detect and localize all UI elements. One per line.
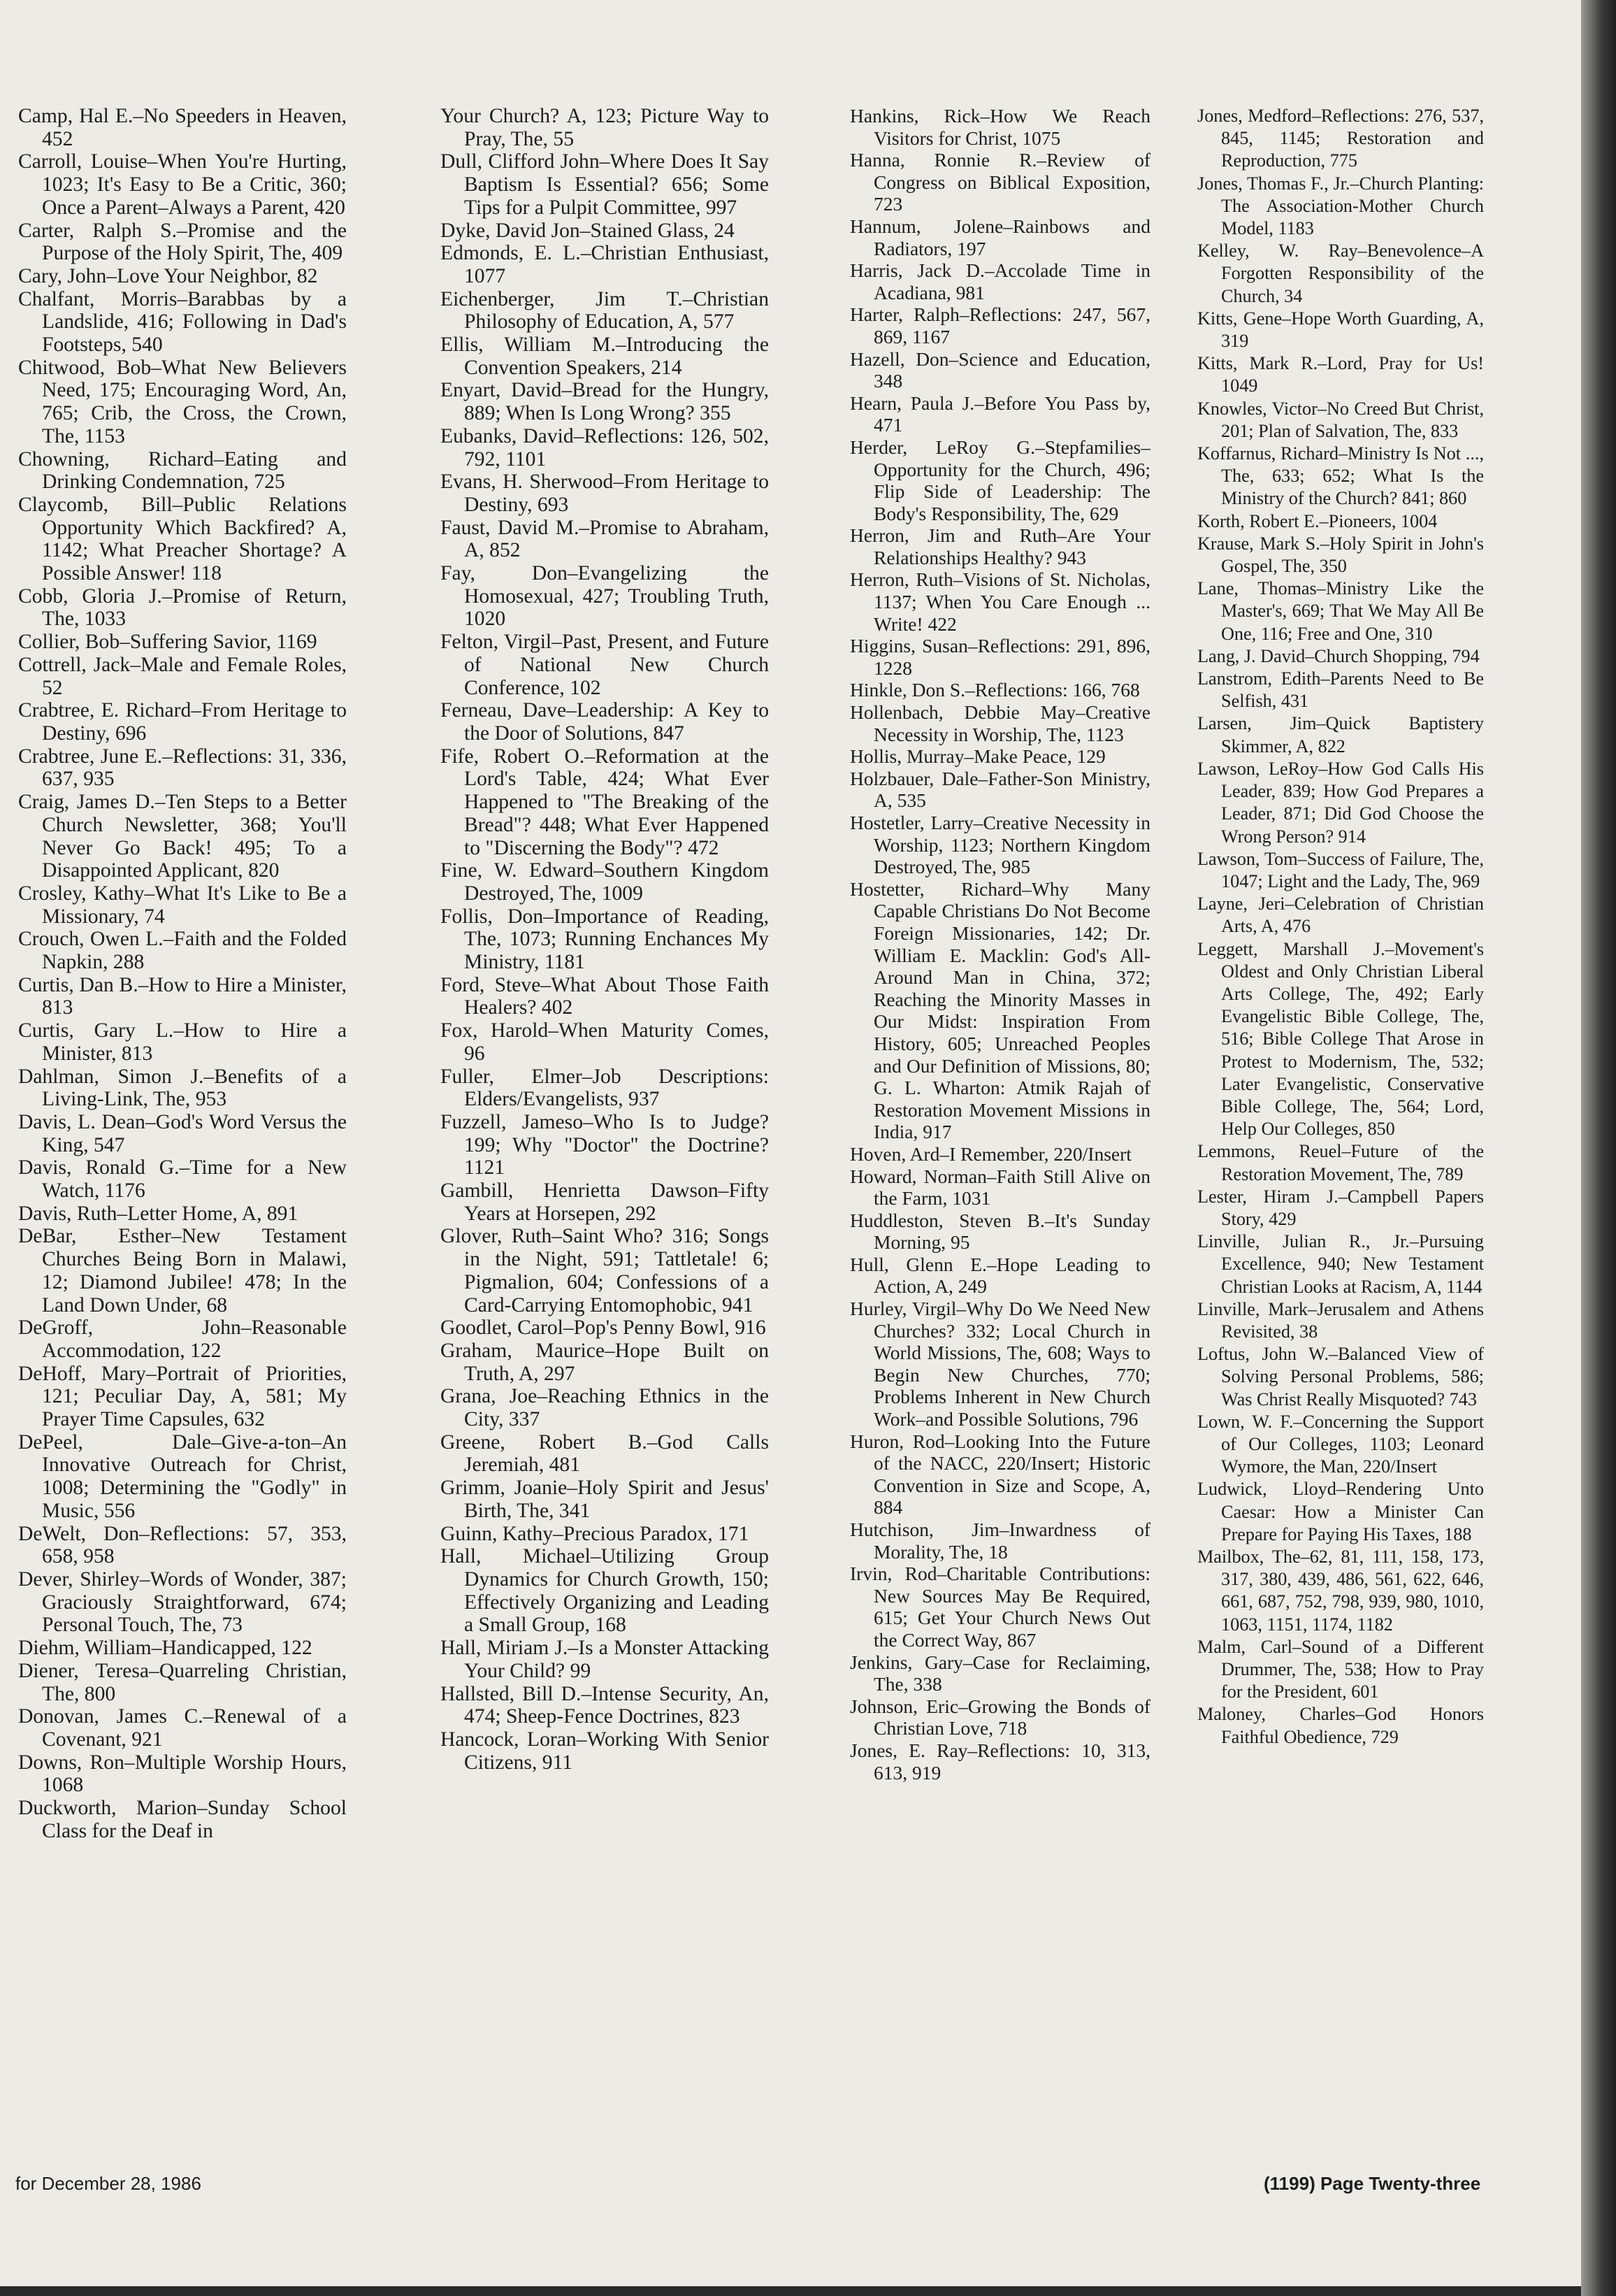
index-entry: Crouch, Owen L.–Faith and the Folded Napkin, 288	[18, 928, 347, 974]
footer-page-number: (1199) Page Twenty-three	[1264, 2173, 1481, 2194]
index-entry: Huddleston, Steven B.–It's Sunday Morning, 95	[850, 1209, 1150, 1254]
index-entry: Krause, Mark S.–Holy Spirit in John's Gospel, The, 350	[1197, 533, 1484, 577]
index-entry: Layne, Jeri–Celebration of Christian Arts, A, 476	[1197, 894, 1484, 937]
index-entry: Dahlman, Simon J.–Benefits of a Living-Link, The, 953	[18, 1065, 347, 1111]
index-entry: Diener, Teresa–Quarreling Christian, The, 800	[18, 1659, 347, 1705]
index-entry: Craig, James D.–Ten Steps to a Better Church Newsletter, 368; You'll Never Go Back! 495; To a Disappointed Applicant, 820	[18, 791, 347, 882]
index-entry: Fox, Harold–When Maturity Comes, 96	[440, 1019, 769, 1065]
index-entry: Hallsted, Bill D.–Intense Security, An, 474; Sheep-Fence Doctrines, 823	[440, 1682, 769, 1728]
index-entry: Collier, Bob–Suffering Savior, 1169	[18, 631, 317, 654]
index-entry: Leggett, Marshall J.–Movement's Oldest and Only Christian Liberal Arts College, The, 492; Early Evangelistic Bible College, The, 516; Bible College That Arose in Protest to Modernism, The, 532; Later Evangelistic, Conservative Bible College, The, 564; Lord, Help Our Colleges, 850	[1197, 938, 1484, 1140]
index-entry: Jenkins, Gary–Case for Reclaiming, The, 338	[850, 1651, 1150, 1695]
index-entry: Davis, L. Dean–God's Word Versus the King, 547	[18, 1110, 347, 1156]
index-entry: Eichenberger, Jim T.–Christian Philosophy of Education, A, 577	[440, 287, 769, 333]
index-entry: Hoven, Ard–I Remember, 220/Insert	[850, 1142, 1132, 1165]
index-entry: Guinn, Kathy–Precious Paradox, 171	[440, 1522, 749, 1545]
index-entry: Hostetler, Larry–Creative Necessity in Worship, 1123; Northern Kingdom Destroyed, The, 985	[850, 812, 1150, 878]
index-entry: Hutchison, Jim–Inwardness of Morality, The, 18	[850, 1519, 1150, 1563]
index-entry: Evans, H. Sherwood–From Heritage to Destiny, 693	[440, 471, 769, 516]
index-entry: Hearn, Paula J.–Before You Pass by, 471	[850, 392, 1150, 436]
index-entry: Harris, Jack D.–Accolade Time in Acadiana, 981	[850, 259, 1150, 303]
index-entry: Dyke, David Jon–Stained Glass, 24	[440, 219, 735, 242]
index-entry: Kitts, Mark R.–Lord, Pray for Us! 1049	[1197, 353, 1484, 396]
index-entry: Hollenbach, Debbie May–Creative Necessity in Worship, The, 1123	[850, 701, 1150, 745]
index-entry: Grana, Joe–Reaching Ethnics in the City, 337	[440, 1385, 769, 1431]
index-entry: Chitwood, Bob–What New Believers Need, 175; Encouraging Word, An, 765; Crib, the Cross, the Crown, The, 1153	[18, 356, 347, 447]
index-entry: Kitts, Gene–Hope Worth Guarding, A, 319	[1197, 308, 1484, 352]
index-entry: Herron, Jim and Ruth–Are Your Relationships Healthy? 943	[850, 524, 1150, 568]
index-entry: Lane, Thomas–Ministry Like the Master's, 669; That We May All Be One, 116; Free and One, 310	[1197, 578, 1484, 644]
index-entry: Chalfant, Morris–Barabbas by a Landslide, 416; Following in Dad's Footsteps, 540	[18, 287, 347, 357]
index-entry: Ludwick, Lloyd–Rendering Unto Caesar: How a Minister Can Prepare for Paying His Taxes, 188	[1197, 1479, 1484, 1544]
index-entry: Cary, John–Love Your Neighbor, 82	[18, 264, 318, 287]
index-entry: Carroll, Louise–When You're Hurting, 1023; It's Easy to Be a Critic, 360; Once a Parent–Always a Parent, 420	[18, 150, 347, 219]
index-entry: Lang, J. David–Church Shopping, 794	[1197, 645, 1480, 666]
index-column-4	[1197, 105, 1484, 1749]
index-entry: Grimm, Joanie–Holy Spirit and Jesus' Birth, The, 341	[440, 1477, 769, 1522]
index-entry: Jones, Thomas F., Jr.–Church Planting: The Association-Mother Church Model, 1183	[1197, 173, 1484, 239]
index-entry: Fife, Robert O.–Reformation at the Lord's Table, 424; What Ever Happened to "The Breaking of the Bread"? 448; What Ever Happened to "Discerning the Body"? 472	[440, 745, 769, 859]
index-entry: Cottrell, Jack–Male and Female Roles, 52	[18, 653, 347, 699]
index-entry: Mailbox, The–62, 81, 111, 158, 173, 317, 380, 439, 486, 561, 622, 646, 661, 687, 752, 798, 939, 980, 1010, 1063, 1151, 1174, 1182	[1197, 1547, 1484, 1635]
index-column-1	[18, 105, 347, 1842]
index-entry: Harter, Ralph–Reflections: 247, 567, 869, 1167	[850, 303, 1150, 347]
index-entry: Goodlet, Carol–Pop's Penny Bowl, 916	[440, 1316, 766, 1340]
index-entry: Hurley, Virgil–Why Do We Need New Churches? 332; Local Church in World Missions, The, 608; Ways to Begin New Churches, 770; Problems Inherent in New Church Work–and Possible Solutions, 796	[850, 1298, 1150, 1430]
index-entry: Lown, W. F.–Concerning the Support of Our Colleges, 1103; Leonard Wymore, the Man, 220/Insert	[1197, 1411, 1484, 1477]
index-column-2	[440, 105, 769, 1774]
index-entry: Chowning, Richard–Eating and Drinking Condemnation, 725	[18, 447, 347, 494]
index-entry: Duckworth, Marion–Sunday School Class for the Deaf in	[18, 1797, 347, 1842]
index-entry: Herron, Ruth–Visions of St. Nicholas, 1137; When You Care Enough ... Write! 422	[850, 568, 1150, 635]
index-entry: Greene, Robert B.–God Calls Jeremiah, 481	[440, 1430, 769, 1477]
index-entry: Hancock, Loran–Working With Senior Citizens, 911	[440, 1728, 769, 1774]
index-entry: Ferneau, Dave–Leadership: A Key to the Door of Solutions, 847	[440, 699, 769, 745]
index-entry: Korth, Robert E.–Pioneers, 1004	[1197, 510, 1438, 531]
index-entry: Huron, Rod–Looking Into the Future of the NACC, 220/Insert; Historic Convention in Size and Scope, A, 884	[850, 1430, 1150, 1519]
index-entry: Faust, David M.–Promise to Abraham, A, 852	[440, 516, 769, 562]
index-entry: Downs, Ron–Multiple Worship Hours, 1068	[18, 1751, 347, 1797]
index-entry: Dull, Clifford John–Where Does It Say Baptism Is Essential? 656; Some Tips for a Pulpit Committee, 997	[440, 150, 769, 219]
index-entry: Herder, LeRoy G.–Stepfamilies–Opportunity for the Church, 496; Flip Side of Leadership: The Body's Responsibility, The, 629	[850, 436, 1150, 524]
index-entry: Hull, Glenn E.–Hope Leading to Action, A, 249	[850, 1253, 1150, 1298]
index-entry: Jones, E. Ray–Reflections: 10, 313, 613, 919	[850, 1739, 1150, 1784]
index-entry: Higgins, Susan–Reflections: 291, 896, 1228	[850, 635, 1150, 679]
index-entry: DeBar, Esther–New Testament Churches Being Born in Malawi, 12; Diamond Jubilee! 478; In the Land Down Under, 68	[18, 1225, 347, 1316]
index-entry: Hollis, Murray–Make Peace, 129	[850, 745, 1106, 768]
index-entry: Fuzzell, Jameso–Who Is to Judge? 199; Why "Doctor" the Doctrine? 1121	[440, 1110, 769, 1179]
index-entry: Knowles, Victor–No Creed But Christ, 201; Plan of Salvation, The, 833	[1197, 398, 1484, 441]
index-entry: Hall, Michael–Utilizing Group Dynamics for Church Growth, 150; Effectively Organizing and Leading a Small Group, 168	[440, 1545, 769, 1637]
index-entry: Irvin, Rod–Charitable Contributions: New Sources May Be Required, 615; Get Your Church News Out the Correct Way, 867	[850, 1563, 1150, 1651]
index-entry: Felton, Virgil–Past, Present, and Future of National New Church Conference, 102	[440, 631, 769, 699]
index-entry: Holzbauer, Dale–Father-Son Ministry, A, 535	[850, 767, 1150, 812]
index-entry: Donovan, James C.–Renewal of a Covenant, 921	[18, 1705, 347, 1751]
index-entry: Lawson, LeRoy–How God Calls His Leader, 839; How God Prepares a Leader, 871; Did God Choose the Wrong Person? 914	[1197, 758, 1484, 847]
index-entry: Edmonds, E. L.–Christian Enthusiast, 1077	[440, 242, 769, 287]
index-entry: Claycomb, Bill–Public Relations Opportunity Which Backfired? A, 1142; What Preacher Shortage? A Possible Answer! 118	[18, 493, 347, 585]
index-entry: Hostetter, Richard–Why Many Capable Christians Do Not Become Foreign Missionaries, 142; Dr. William E. Macklin: God's All-Around Man in China, 372; Reaching the Minority Masses in Our Midst: Inspiration From History, 605; Unreached Peoples and Our Definition of Missions, 80; G. L. Wharton: Atmik Rajah of Restoration Movement Missions in India, 917	[850, 877, 1150, 1143]
index-entry: Loftus, John W.–Balanced View of Solving Personal Problems, 586; Was Christ Really Misquoted? 743	[1197, 1344, 1484, 1409]
index-entry: DeHoff, Mary–Portrait of Priorities, 121; Peculiar Day, A, 581; My Prayer Time Capsules, 632	[18, 1362, 347, 1431]
index-entry: Ellis, William M.–Introducing the Convention Speakers, 214	[440, 333, 769, 379]
index-entry: Eubanks, David–Reflections: 126, 502, 792, 1101	[440, 424, 769, 471]
index-entry: Linville, Mark–Jerusalem and Athens Revisited, 38	[1197, 1298, 1484, 1342]
index-entry: Your Church? A, 123; Picture Way to Pray, The, 55	[440, 105, 769, 150]
index-entry: Johnson, Eric–Growing the Bonds of Christian Love, 718	[850, 1695, 1150, 1739]
index-entry: Ford, Steve–What About Those Faith Healers? 402	[440, 973, 769, 1019]
index-entry: DeGroff, John–Reasonable Accommodation, 122	[18, 1316, 347, 1362]
index-entry: Hazell, Don–Science and Education, 348	[850, 347, 1150, 392]
index-entry: Diehm, William–Handicapped, 122	[18, 1637, 312, 1660]
index-entry: DeWelt, Don–Reflections: 57, 353, 658, 958	[18, 1522, 347, 1568]
index-entry: Hanna, Ronnie R.–Review of Congress on Biblical Exposition, 723	[850, 149, 1150, 215]
index-entry: Lanstrom, Edith–Parents Need to Be Selfish, 431	[1197, 668, 1484, 712]
index-entry: Crosley, Kathy–What It's Like to Be a Missionary, 74	[18, 882, 347, 928]
index-entry: Howard, Norman–Faith Still Alive on the Farm, 1031	[850, 1165, 1150, 1210]
index-entry: Lawson, Tom–Success of Failure, The, 1047; Light and the Lady, The, 969	[1197, 848, 1484, 891]
index-entry: Linville, Julian R., Jr.–Pursuing Excellence, 940; New Testament Christian Looks at Racism, A, 1144	[1197, 1231, 1484, 1297]
index-entry: Gambill, Henrietta Dawson–Fifty Years at Horsepen, 292	[440, 1179, 769, 1225]
index-entry: Curtis, Dan B.–How to Hire a Minister, 813	[18, 973, 347, 1019]
index-column-3	[850, 105, 1150, 1784]
index-entry: Lester, Hiram J.–Campbell Papers Story, 429	[1197, 1186, 1484, 1229]
index-entry: Fay, Don–Evangelizing the Homosexual, 427; Troubling Truth, 1020	[440, 562, 769, 631]
index-entry: Lemmons, Reuel–Future of the Restoration Movement, The, 789	[1197, 1141, 1484, 1184]
index-entry: Glover, Ruth–Saint Who? 316; Songs in the Night, 591; Tattletale! 6; Pigmalion, 604; Confessions of a Card-Carrying Entomophobic, 941	[440, 1225, 769, 1316]
index-entry: Crabtree, E. Richard–From Heritage to Destiny, 696	[18, 699, 347, 745]
index-entry: Hankins, Rick–How We Reach Visitors for Christ, 1075	[850, 105, 1150, 149]
index-entry: Carter, Ralph S.–Promise and the Purpose of the Holy Spirit, The, 409	[18, 219, 347, 265]
index-entry: Cobb, Gloria J.–Promise of Return, The, 1033	[18, 584, 347, 631]
index-entry: Graham, Maurice–Hope Built on Truth, A, 297	[440, 1339, 769, 1385]
index-entry: Larsen, Jim–Quick Baptistery Skimmer, A, 822	[1197, 713, 1484, 756]
index-entry: Fuller, Elmer–Job Descriptions: Elders/Evangelists, 937	[440, 1065, 769, 1111]
index-entry: Hinkle, Don S.–Reflections: 166, 768	[850, 679, 1140, 701]
index-entry: Maloney, Charles–God Honors Faithful Obedience, 729	[1197, 1704, 1484, 1747]
index-entry: Curtis, Gary L.–How to Hire a Minister, 813	[18, 1019, 347, 1065]
index-entry: Enyart, David–Bread for the Hungry, 889; When Is Long Wrong? 355	[440, 379, 769, 425]
index-entry: Follis, Don–Importance of Reading, The, 1073; Running Enchances My Ministry, 1181	[440, 905, 769, 974]
index-entry: Koffarnus, Richard–Ministry Is Not ..., The, 633; 652; What Is the Ministry of the Church? 841; 860	[1197, 443, 1484, 509]
index-entry: Dever, Shirley–Words of Wonder, 387; Graciously Straightforward, 674; Personal Touch, The, 73	[18, 1568, 347, 1637]
page-edge-shadow	[1581, 0, 1616, 2296]
index-entry: Crabtree, June E.–Reflections: 31, 336, 637, 935	[18, 745, 347, 791]
index-entry: Hannum, Jolene–Rainbows and Radiators, 197	[850, 215, 1150, 259]
index-entry: DePeel, Dale–Give-a-ton–An Innovative Outreach for Christ, 1008; Determining the "Godly" in Music, 556	[18, 1430, 347, 1522]
index-entry: Fine, W. Edward–Southern Kingdom Destroyed, The, 1009	[440, 859, 769, 905]
index-entry: Kelley, W. Ray–Benevolence–A Forgotten Responsibility of the Church, 34	[1197, 241, 1484, 306]
footer-issue-date: for December 28, 1986	[15, 2173, 201, 2194]
index-entry: Jones, Medford–Reflections: 276, 537, 845, 1145; Restoration and Reproduction, 775	[1197, 106, 1484, 171]
index-entry: Hall, Miriam J.–Is a Monster Attacking Your Child? 99	[440, 1637, 769, 1682]
index-entry: Camp, Hal E.–No Speeders in Heaven, 452	[18, 105, 347, 150]
index-entry: Malm, Carl–Sound of a Different Drummer, The, 538; How to Pray for the President, 601	[1197, 1636, 1484, 1702]
index-entry: Davis, Ruth–Letter Home, A, 891	[18, 1202, 298, 1225]
index-entry: Davis, Ronald G.–Time for a New Watch, 1176	[18, 1156, 347, 1203]
